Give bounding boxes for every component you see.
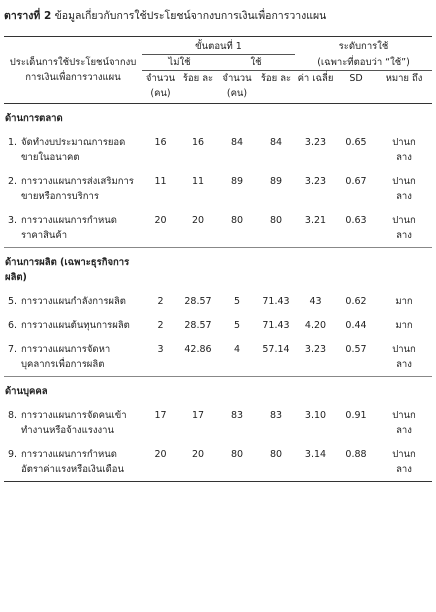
item-label-cell (4, 403, 142, 442)
mean-value: 3.10 (304, 410, 327, 421)
used-count: 5 (233, 296, 241, 307)
not-used-count: 11 (154, 176, 167, 187)
header-sd: SD (349, 73, 363, 84)
sd-value: 0.63 (345, 215, 367, 226)
item-label: การวางแผนการจัดคนเข้าทำงานหรือจ้างแรงงาน (21, 410, 127, 436)
header-meaning: หมาย ถึง (385, 73, 423, 84)
item-number: 2. (8, 176, 18, 187)
header-percent-used: ร้อย ละ (260, 73, 292, 84)
header-level-note: (เฉพาะที่ตอบว่า “ใช้”) (295, 55, 432, 71)
used-percent: 71.43 (262, 296, 290, 307)
used-percent: 84 (269, 137, 283, 148)
section-title: ด้านการตลาด (5, 113, 63, 124)
item-label: การวางแผนการกำหนดอัตราค่าแรงหรือเงินเดือน (21, 449, 124, 475)
not-used-count: 20 (154, 449, 167, 460)
item-number: 3. (8, 215, 18, 226)
header-mean: ค่า เฉลี่ย (297, 73, 334, 84)
used-percent: 83 (269, 410, 283, 421)
not-used-percent: 20 (191, 215, 205, 226)
not-used-percent: 11 (191, 176, 205, 187)
planning-usage-table (4, 36, 432, 482)
level-meaning: ปานกลาง (392, 449, 416, 475)
level-meaning: ปานกลาง (392, 176, 416, 202)
header-step1: ขั้นตอนที่ 1 (142, 37, 295, 55)
table-row (4, 289, 432, 313)
used-count: 80 (230, 215, 244, 226)
not-used-count: 20 (154, 215, 167, 226)
item-number: 9. (8, 449, 18, 460)
level-meaning: มาก (395, 296, 413, 307)
sd-value: 0.91 (345, 410, 367, 421)
table-row (4, 208, 432, 248)
level-meaning: ปานกลาง (392, 344, 416, 370)
item-number: 7. (8, 344, 18, 355)
mean-value: 43 (309, 296, 322, 307)
item-label-cell (4, 313, 142, 337)
header-count-not-used: จำนวน (คน) (145, 73, 176, 99)
sd-value: 0.88 (345, 449, 367, 460)
header-issue: ประเด็นการใช้ประโยชน์จากงบการเงินเพื่อการวางแผน (9, 57, 137, 83)
not-used-percent: 16 (191, 137, 205, 148)
sd-value: 0.57 (345, 344, 367, 355)
not-used-percent: 28.57 (184, 320, 212, 331)
sd-value: 0.44 (345, 320, 367, 331)
not-used-count: 17 (154, 410, 167, 421)
used-count: 83 (230, 410, 244, 421)
level-meaning: ปานกลาง (392, 137, 416, 163)
item-number: 8. (8, 410, 18, 421)
mean-value: 3.14 (304, 449, 327, 460)
item-number: 6. (8, 320, 18, 331)
used-percent: 57.14 (262, 344, 290, 355)
not-used-count: 16 (154, 137, 167, 148)
item-label-cell (4, 442, 142, 482)
item-number: 1. (8, 137, 18, 148)
item-label-cell (4, 130, 142, 169)
header-not-used: ไม่ใช้ (142, 55, 217, 71)
mean-value: 4.20 (304, 320, 327, 331)
section-row (4, 248, 432, 289)
mean-value: 3.23 (304, 344, 327, 355)
table-row (4, 337, 432, 377)
level-meaning: มาก (395, 320, 413, 331)
table-row (4, 442, 432, 482)
not-used-percent: 17 (191, 410, 205, 421)
item-label-cell (4, 169, 142, 208)
not-used-count: 3 (157, 344, 164, 355)
item-label: การวางแผนการส่งเสริมการขายหรือการบริการ (21, 176, 134, 202)
not-used-percent: 20 (191, 449, 205, 460)
item-label: การวางแผนกำลังการผลิต (21, 296, 126, 307)
sd-value: 0.67 (345, 176, 367, 187)
table-row (4, 169, 432, 208)
item-label: การวางแผนการกำหนดราคาสินค้า (21, 215, 117, 241)
item-label-cell (4, 337, 142, 377)
used-count: 5 (233, 320, 241, 331)
sd-value: 0.65 (345, 137, 367, 148)
used-count: 84 (230, 137, 244, 148)
header-level: ระดับการใช้ (338, 41, 389, 52)
table-row (4, 403, 432, 442)
used-count: 89 (230, 176, 244, 187)
item-number: 5. (8, 296, 18, 307)
used-count: 4 (233, 344, 241, 355)
item-label-cell (4, 208, 142, 248)
header-used: ใช้ (217, 55, 295, 71)
item-label: จัดทำงบประมาณการยอดขายในอนาคต (21, 137, 126, 163)
table-caption (4, 7, 326, 24)
mean-value: 3.23 (304, 176, 327, 187)
section-title: ด้านการผลิต (เฉพาะธุรกิจการผลิต) (5, 257, 130, 283)
section-title: ด้านบุคคล (5, 386, 48, 397)
item-label: การวางแผนการจัดหาบุคลากรเพื่อการผลิต (21, 344, 111, 370)
caption-prefix: ตารางที่ 2 (4, 10, 52, 22)
level-meaning: ปานกลาง (392, 410, 416, 436)
header-count-used: จำนวน (คน) (222, 73, 252, 99)
not-used-percent: 42.86 (184, 344, 212, 355)
not-used-count: 2 (157, 296, 164, 307)
used-percent: 89 (269, 176, 283, 187)
section-row (4, 104, 432, 131)
mean-value: 3.23 (304, 137, 327, 148)
header-percent-not-used: ร้อย ละ (182, 73, 214, 84)
used-percent: 80 (269, 215, 283, 226)
caption-text: ข้อมูลเกี่ยวกับการใช้ประโยชน์จากงบการเงินเพื่อการวางแผน (54, 10, 327, 22)
item-label: การวางแผนต้นทุนการผลิต (21, 320, 130, 331)
table-row (4, 313, 432, 337)
level-meaning: ปานกลาง (392, 215, 416, 241)
used-percent: 80 (269, 449, 283, 460)
sd-value: 0.62 (345, 296, 367, 307)
section-row (4, 377, 432, 403)
item-label-cell (4, 289, 142, 313)
not-used-percent: 28.57 (184, 296, 212, 307)
used-percent: 71.43 (262, 320, 290, 331)
mean-value: 3.21 (304, 215, 327, 226)
table-row (4, 130, 432, 169)
not-used-count: 2 (157, 320, 164, 331)
used-count: 80 (230, 449, 244, 460)
